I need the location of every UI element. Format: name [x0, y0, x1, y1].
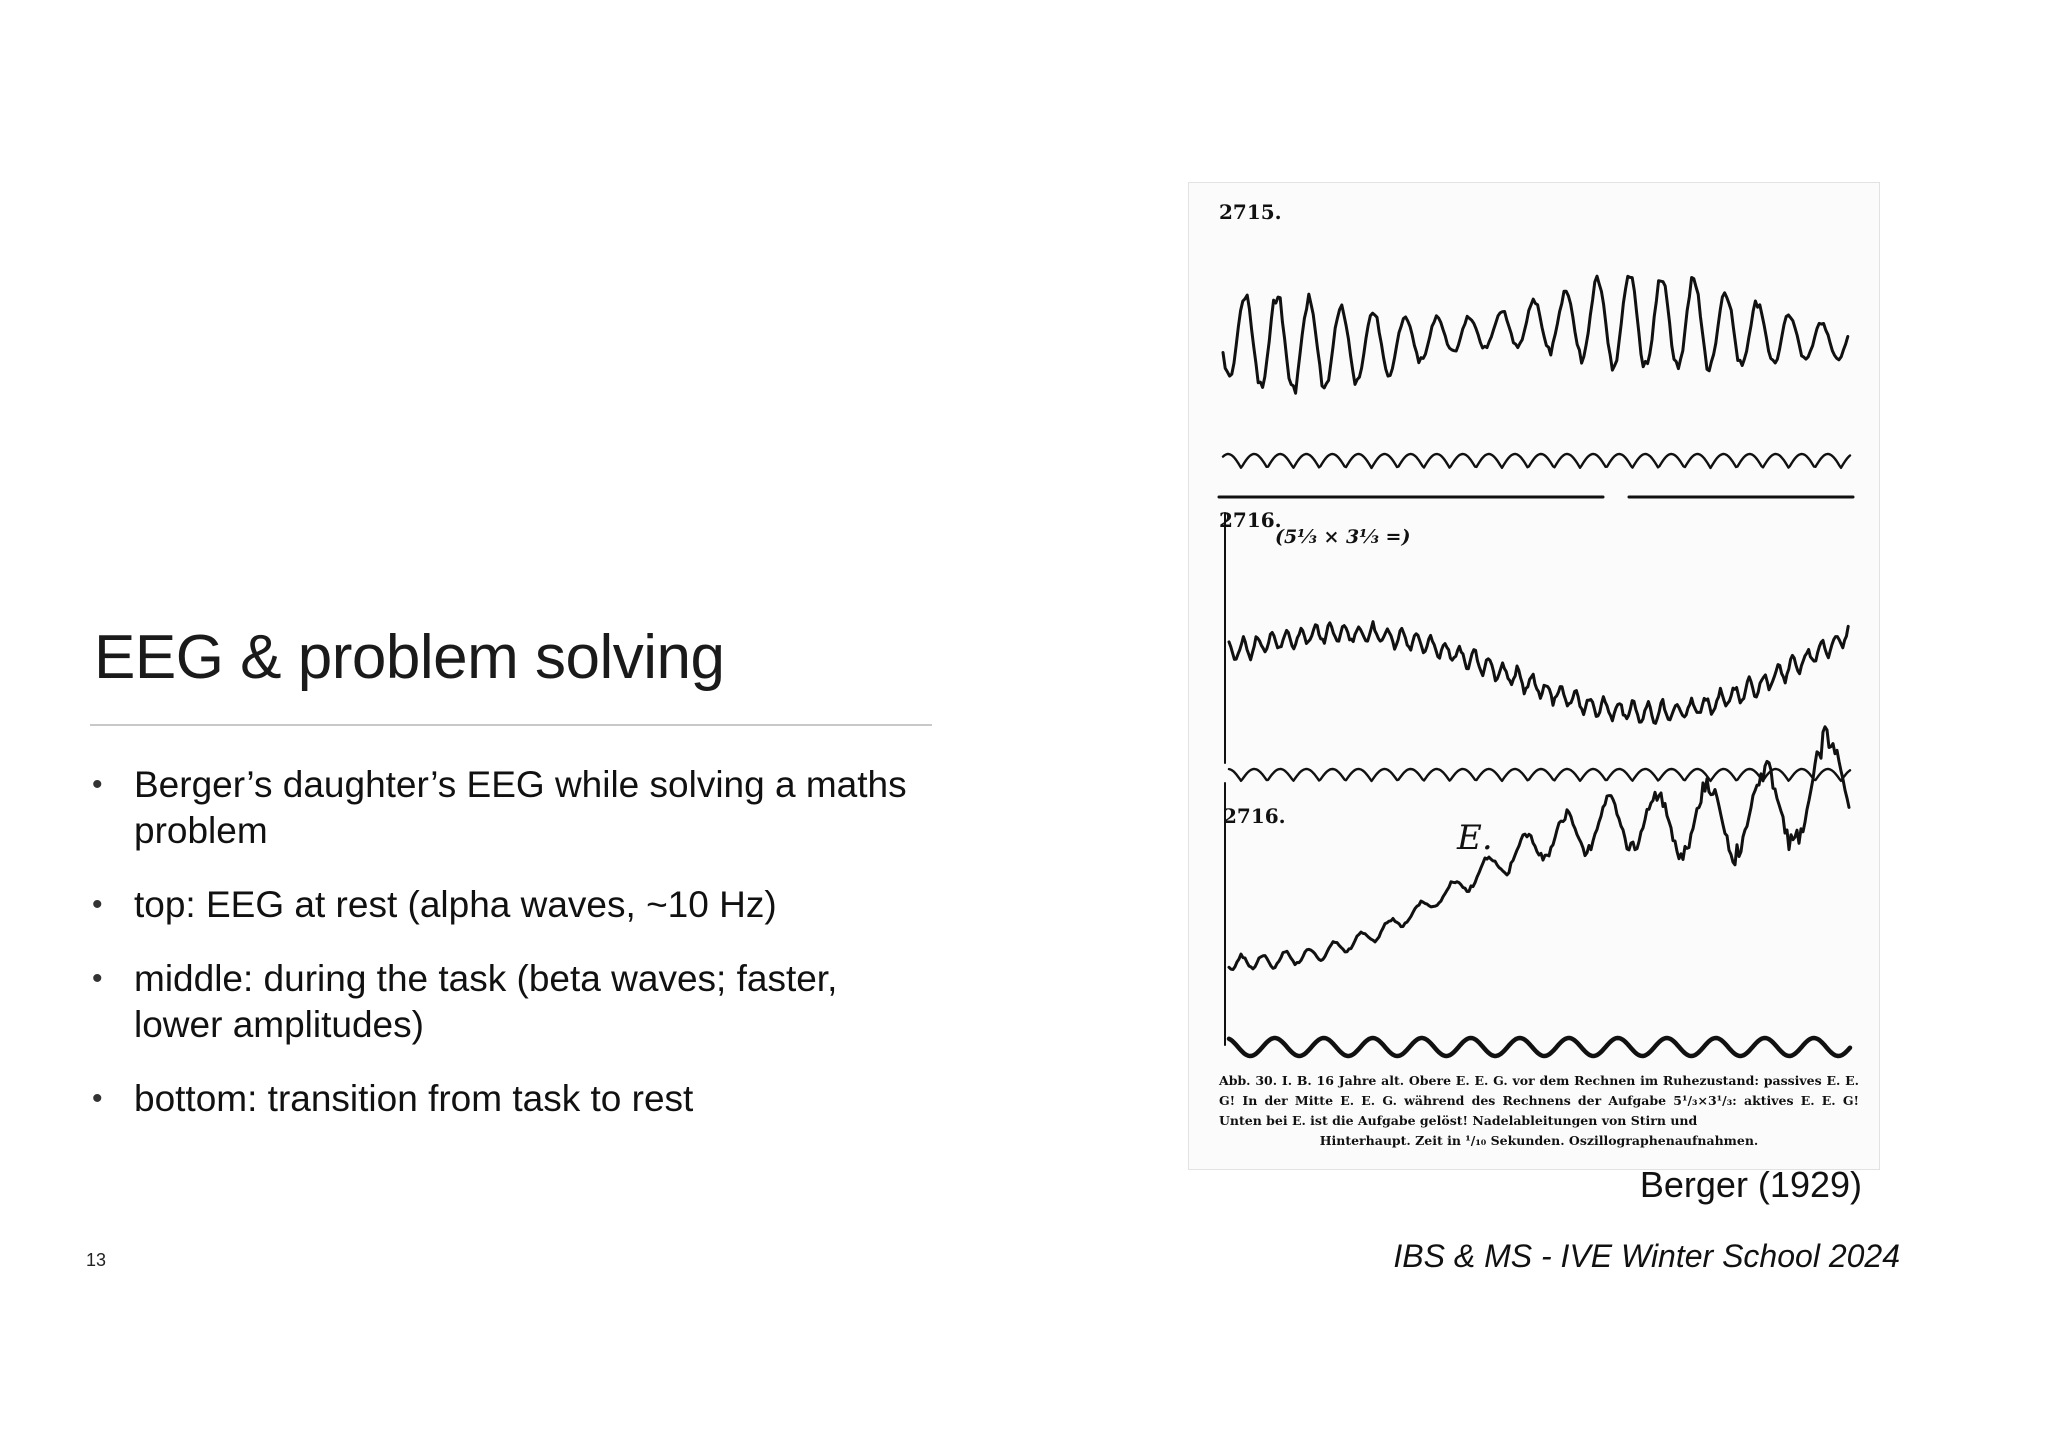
time-marker-top — [1223, 454, 1850, 468]
eeg-trace-task — [1229, 622, 1848, 724]
bullet-glyph: • — [92, 768, 103, 801]
bullet-list — [92, 762, 932, 1150]
caption-text-last: Hinterhaupt. Zeit in ¹/₁₀ Sekunden. Oszillographenaufnahmen. — [1319, 1133, 1759, 1148]
bullet-item — [92, 882, 932, 928]
solved-marker: E. — [1457, 818, 1493, 858]
bullet-glyph: • — [92, 888, 103, 921]
trace-label-top: 2715. — [1219, 200, 1282, 224]
figure-credit: Berger (1929) — [1639, 1164, 1862, 1205]
eeg-traces — [1189, 183, 1881, 1171]
trace-label-bottom: 2716. — [1223, 804, 1286, 828]
eeg-trace-rest — [1223, 276, 1848, 393]
eeg-figure — [1188, 182, 1880, 1170]
footer-text: IBS & MS - IVE Winter School 2024 — [1393, 1238, 1900, 1274]
bullet-item — [92, 956, 932, 1048]
caption-text: Abb. 30. I. B. 16 Jahre alt. Obere E. E. G. vor dem Rechnen im Ruhezustand: passives E. E. G! In der Mitte E. E. G. während des Rechnens der Aufgabe 5¹/₃×3¹/₃: aktives E. E. G! Unten bei E. ist die Aufgabe gelöst! Nadelableitungen von Stirn und — [1219, 1073, 1859, 1128]
bullet-text: top: EEG at rest (alpha waves, ~10 Hz) — [134, 884, 777, 925]
bullet-text: middle: during the task (beta waves; faster, lower amplitudes) — [134, 958, 838, 1045]
bullet-item — [92, 762, 932, 854]
task-annotation: (5⅓ × 3⅓ =) — [1275, 526, 1411, 548]
eeg-trace-transition — [1229, 727, 1849, 970]
trace-label-middle: 2716. — [1219, 508, 1282, 532]
title-divider — [90, 724, 932, 726]
slide-title: EEG & problem solving — [94, 623, 725, 692]
bullet-text: Berger’s daughter’s EEG while solving a maths problem — [134, 764, 907, 851]
page-number: 13 — [86, 1250, 107, 1270]
bullet-item — [92, 1076, 932, 1122]
figure-caption — [1219, 1071, 1859, 1151]
time-marker-middle — [1229, 769, 1850, 781]
bullet-glyph: • — [92, 1082, 103, 1115]
bullet-text: bottom: transition from task to rest — [134, 1078, 694, 1119]
bullet-glyph: • — [92, 962, 103, 995]
time-marker-bottom — [1229, 1038, 1850, 1056]
